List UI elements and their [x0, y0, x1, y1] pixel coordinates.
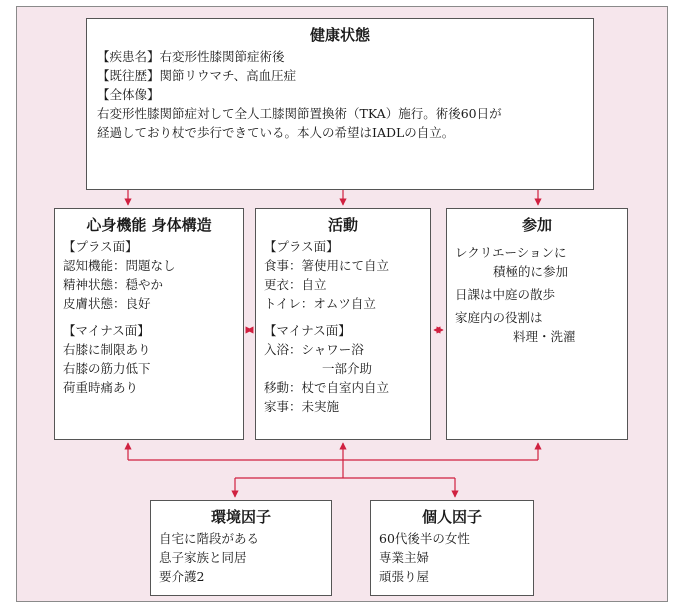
- environment-title: 環境因子: [210, 508, 271, 526]
- list-item: 家庭内の役割は: [455, 310, 543, 325]
- body-minus-label: 【マイナス面】: [63, 323, 150, 338]
- list-item: 荷重時痛あり: [63, 380, 139, 395]
- health-history: 【既往歴】関節リウマチ、高血圧症: [97, 68, 297, 83]
- list-item: 更衣：自立: [264, 277, 327, 292]
- activity-plus-label: 【プラス面】: [264, 239, 339, 254]
- list-item: 息子家族と同居: [159, 550, 247, 565]
- participation-title: 参加: [521, 216, 552, 234]
- list-item: 移動：杖で自室内自立: [264, 380, 390, 395]
- body-plus-label: 【プラス面】: [63, 239, 138, 254]
- list-item: トイレ：オムツ自立: [264, 296, 376, 311]
- list-item: 日課は中庭の散歩: [455, 287, 556, 302]
- participation-box: [446, 208, 628, 440]
- list-item: 積極的に参加: [493, 264, 569, 279]
- list-item: 頑張り屋: [379, 569, 430, 584]
- activity-box: [255, 208, 431, 440]
- health-condition-box: [86, 18, 594, 190]
- list-item: 皮膚状態：良好: [63, 296, 151, 311]
- body-function-title: 心身機能 身体構造: [86, 216, 212, 234]
- activity-title: 活動: [327, 216, 358, 234]
- personal-box: [370, 500, 534, 596]
- activity-minus-label: 【マイナス面】: [264, 323, 351, 338]
- personal-title: 個人因子: [421, 508, 482, 526]
- list-item: 自宅に階段がある: [159, 531, 260, 546]
- list-item: 家事：未実施: [264, 399, 340, 414]
- list-item: 料理・洗濯: [513, 329, 576, 344]
- list-item: 一部介助: [322, 361, 373, 376]
- list-item: レクリエーションに: [455, 245, 567, 260]
- list-item: 右膝に制限あり: [63, 342, 151, 357]
- list-item: 専業主婦: [379, 550, 430, 565]
- environment-box: [150, 500, 332, 596]
- health-disease: 【疾患名】右変形性膝関節症術後: [97, 49, 285, 64]
- list-item: 60代後半の女性: [379, 531, 470, 546]
- health-overview-line1: 右変形性膝関節症対して全人工膝関節置換術（TKA）施行。術後60日が: [97, 106, 502, 121]
- list-item: 精神状態：穏やか: [63, 277, 164, 292]
- health-title: 健康状態: [309, 26, 370, 44]
- list-item: 要介護2: [159, 569, 205, 584]
- list-item: 食事：箸使用にて自立: [264, 258, 390, 273]
- health-overview-label: 【全体像】: [97, 87, 160, 102]
- list-item: 右膝の筋力低下: [63, 361, 151, 376]
- body-function-box: [54, 208, 244, 440]
- health-overview-line2: 経過しており杖で歩行できている。本人の希望はIADLの自立。: [97, 125, 455, 140]
- list-item: 認知機能：問題なし: [63, 258, 176, 273]
- list-item: 入浴：シャワー浴: [264, 342, 364, 357]
